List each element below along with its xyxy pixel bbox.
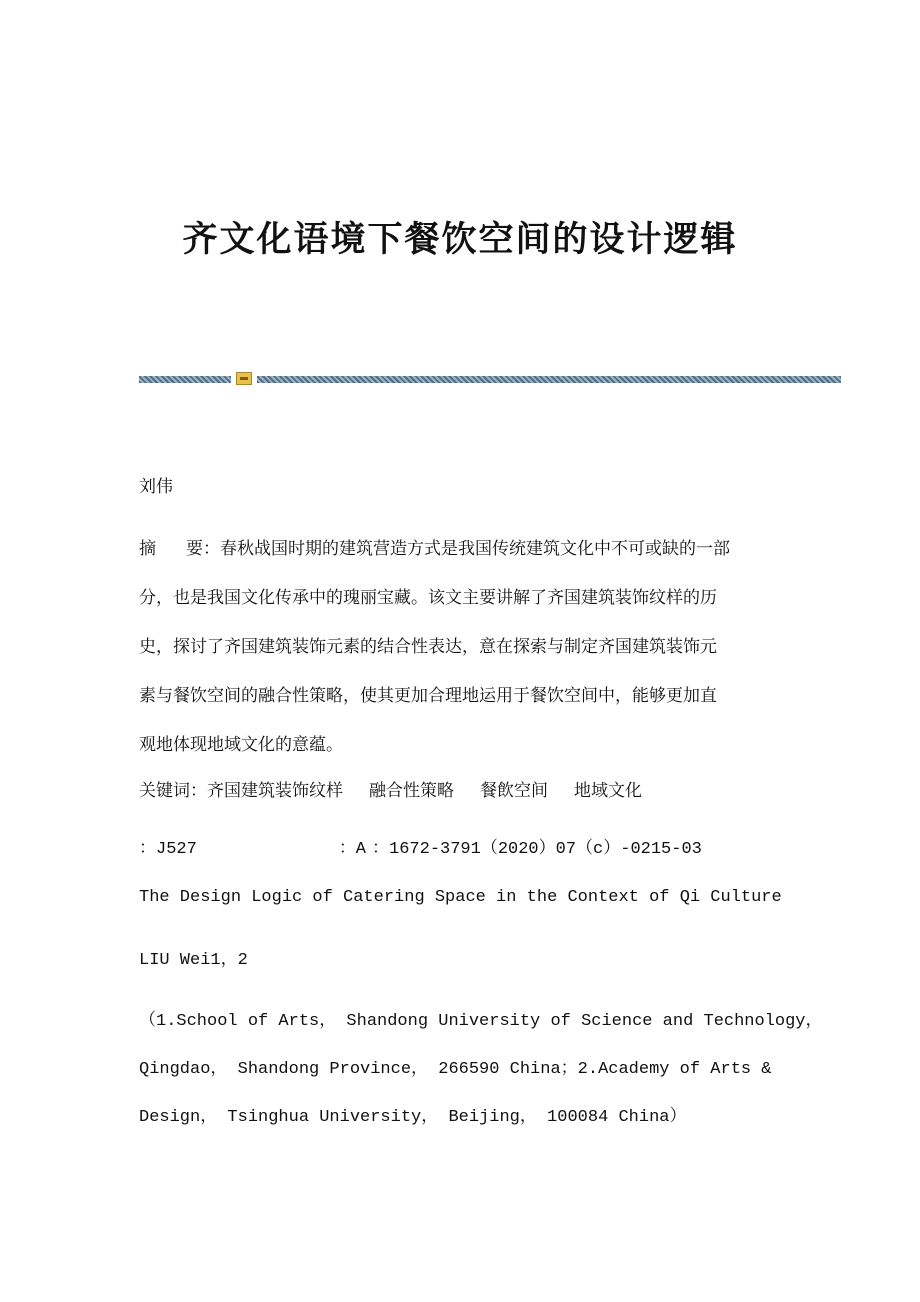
keyword: 齐国建筑装饰纹样 [207,781,343,801]
english-affiliation [139,998,823,1142]
article-number: ：1672-3791（2020）07（c）-0215-03 [372,840,702,859]
keyword: 餐飲空间 [480,781,548,801]
abstract-line-2: 分，也是我国文化传承中的瑰丽宝藏。该文主要讲解了齐国建筑装饰纹样的历 [139,588,717,608]
title-divider [139,372,841,386]
abstract-line-3: 史，探讨了齐国建筑装饰元素的结合性表达，意在探索与制定齐国建筑装饰元 [139,637,717,657]
english-title: The Design Logic of Catering Space in the Context of Qi Culture [139,888,782,907]
abstract-line-5: 观地体现地域文化的意蕴。 [139,735,343,755]
divider-ornament-icon [236,372,252,385]
keywords-label: 关键词： [139,781,207,801]
author-name: 刘伟 [139,477,173,497]
abstract-label: 摘 要： [139,539,220,559]
divider-bar-right [257,376,841,383]
english-author: LIU Wei1，2 [139,951,248,970]
affiliation-line: （1.School of Arts， Shandong University of Science and Technology， [139,1012,823,1031]
paper-title: 齐文化语境下餐饮空间的设计逻辑 [182,219,738,260]
abstract [139,525,781,770]
document-code: ：A [338,840,367,859]
keyword: 融合性策略 [369,781,454,801]
clc-number: ：J527 [139,840,197,859]
keyword: 地域文化 [574,781,642,801]
keywords [139,776,642,801]
classification-line [139,833,702,859]
affiliation-line: Design， Tsinghua University， Beijing， 100084 China） [139,1108,687,1127]
abstract-line-4: 素与餐饮空间的融合性策略，使其更加合理地运用于餐饮空间中，能够更加直 [139,686,717,706]
abstract-line-1: 摘 要：春秋战国时期的建筑营造方式是我国传统建筑文化中不可或缺的一部 [139,539,730,559]
divider-bar-left [139,376,231,383]
affiliation-line: Qingdao， Shandong Province， 266590 China；2.Academy of Arts & [139,1060,772,1079]
